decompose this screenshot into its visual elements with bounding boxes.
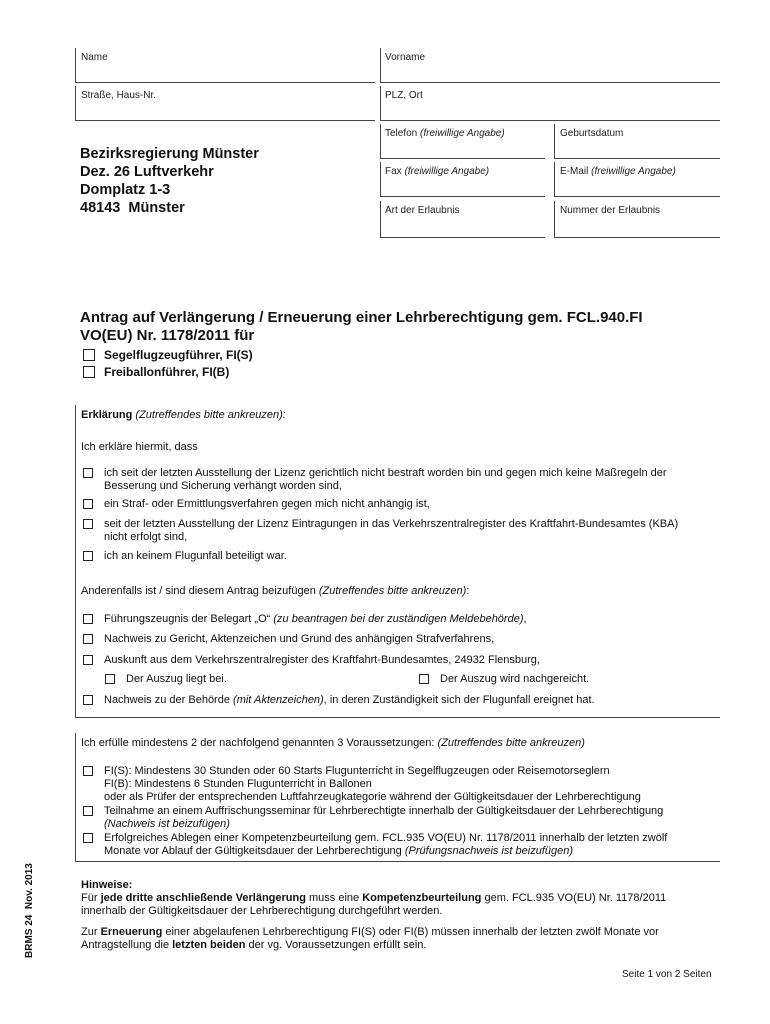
voraussetzung-1: FI(S): Mindestens 30 Stunden oder 60 Starts Flugunterricht in Segelflugzeugen oder Reisemotorseglern FI(B): Mindestens 6 Stunden Flugunterricht in Ballonen oder als Prüfer der entsprechenden Luftfahrzeugkategorie während der Gültigkeitsdauer der Lehrberechtigung (104, 765, 641, 803)
auszug-liegt-bei-label: Der Auszug liegt bei. (126, 673, 227, 685)
authority-address (80, 145, 259, 217)
name-field[interactable] (75, 48, 375, 82)
erklaerung-item-4-checkbox[interactable] (83, 551, 93, 561)
name-label: Name (81, 52, 108, 63)
erklaerung-item-3-checkbox[interactable] (83, 519, 93, 529)
nachweis-behoerde-label: Nachweis zu der Behörde (mit Aktenzeichen), in deren Zuständigkeit sich der Flugunfall ereignet hat. (104, 694, 595, 706)
form-title (80, 309, 720, 345)
authority-line-3: Domplatz 1-3 (80, 182, 171, 198)
strasse-label: Straße, Haus-Nr. (81, 90, 157, 101)
art-der-erlaubnis-label: Art der Erlaubnis (385, 205, 460, 216)
nummer-der-erlaubnis-label: Nummer der Erlaubnis (560, 205, 661, 216)
fuehrungszeugnis-checkbox[interactable] (83, 614, 93, 624)
fax-label: Fax (freiwillige Angabe) (385, 166, 490, 177)
voraussetzung-1-checkbox[interactable] (83, 766, 93, 776)
hinweise-heading: Hinweise: (81, 879, 133, 891)
erklaerung-item-1: ich seit der letzten Ausstellung der Lizenz gerichtlich nicht bestraft worden bin und gegen mich keine Maßregeln der Besserung und Sicherung verhängt worden sind, (104, 467, 667, 492)
email-label: E-Mail (freiwillige Angabe) (560, 166, 676, 177)
auskunft-vzr-checkbox[interactable] (83, 655, 93, 665)
auszug-nachgereicht-label: Der Auszug wird nachgereicht. (440, 673, 590, 685)
anderenfalls-intro: Anderenfalls ist / sind diesem Antrag beizufügen (Zutreffendes bitte ankreuzen): (81, 585, 470, 597)
erklaerung-item-3: seit der letzten Ausstellung der Lizenz Eintragungen in das Verkehrszentralregister des Kraftfahrt-Bundesamtes (KBA) nicht erfolgt sind, (104, 518, 679, 543)
auszug-liegt-bei-checkbox[interactable] (105, 674, 115, 684)
voraussetzung-2: Teilnahme an einem Auffrischungsseminar für Lehrberechtigte innerhalb der Gültigkeitsdauer der Lehrberechtigung (Nachweis ist beizufügen) (104, 805, 664, 830)
authority-line-1: Bezirksregierung Münster (80, 146, 259, 162)
hinweise-paragraph-1: Für jede dritte anschließende Verlängerung muss eine Kompetenzbeurteilung gem. FCL.935 VO(EU) Nr. 1178/2011 (81, 892, 667, 904)
authority-line-2: Dez. 26 Luftverkehr (80, 164, 214, 180)
nachweis-gericht-checkbox[interactable] (83, 634, 93, 644)
plz-label: PLZ, Ort (385, 90, 423, 101)
erklaerung-item-4: ich an keinem Flugunfall beteiligt war. (104, 550, 287, 562)
voraussetzungen-intro: Ich erfülle mindestens 2 der nachfolgend genannten 3 Voraussetzungen: (Zutreffendes bitte ankreuzen) (81, 737, 585, 749)
erklaerung-item-1-checkbox[interactable] (83, 468, 93, 478)
erklaerung-item-2: ein Straf- oder Ermittlungsverfahren gegen mich nicht anhängig ist, (104, 498, 430, 510)
authority-line-4: 48143 Münster (80, 200, 185, 216)
option-fi-s-checkbox[interactable] (83, 349, 95, 361)
telefon-label: Telefon (freiwillige Angabe) (385, 128, 505, 139)
page-number: Seite 1 von 2 Seiten (622, 969, 712, 980)
geburtsdatum-label: Geburtsdatum (560, 128, 624, 139)
option-fi-b-checkbox[interactable] (83, 366, 95, 378)
erklaerung-heading: Erklärung (Zutreffendes bitte ankreuzen): (81, 409, 286, 421)
option-fi-s-label: Segelflugzeugführer, FI(S) (104, 348, 253, 362)
hinweise-block: Hinweise: Für jede dritte anschließende Verlängerung muss eine Kompetenzbeurteilung gem. FCL.935 VO(EU) Nr. 1178/2011 innerhalb der Gültigkeitsdauer der Lehrberechtigung durchgeführt werden. Zur Erneuerung einer abgelaufenen Lehrberechtigung FI(S) oder FI(B) müssen innerhalb der letzten zwölf Monate vor Antragstellung die letzten beiden der vg. Voraussetzungen erfüllt sein. (81, 879, 721, 952)
auszug-nachgereicht-checkbox[interactable] (419, 674, 429, 684)
plz-field[interactable] (380, 86, 720, 120)
vorname-field[interactable] (380, 48, 720, 82)
fuehrungszeugnis-label: Führungszeugnis der Belegart „O“ (zu beantragen bei der zuständigen Meldebehörde), (104, 613, 527, 625)
auskunft-vzr-label: Auskunft aus dem Verkehrszentralregister des Kraftfahrt-Bundesamtes, 24932 Flensburg, (104, 654, 540, 666)
form-title-line-1: Antrag auf Verlängerung / Erneuerung einer Lehrberechtigung gem. FCL.940.FI (80, 309, 643, 326)
voraussetzung-3: Erfolgreiches Ablegen einer Kompetenzbeurteilung gem. FCL.935 VO(EU) Nr. 1178/2011 innerhalb der letzten zwölf Monate vor Ablauf der Gültigkeitsdauer der Lehrberechtigung (Prüfungsnachweis ist beizufügen) (104, 832, 668, 857)
nachweis-behoerde-checkbox[interactable] (83, 695, 93, 705)
hinweise-paragraph-2: Zur Erneuerung einer abgelaufenen Lehrberechtigung FI(S) oder FI(B) müssen innerhalb der letzten zwölf Monate vor (81, 926, 659, 938)
option-fi-b-label: Freiballonführer, FI(B) (104, 365, 230, 379)
erklaerung-item-2-checkbox[interactable] (83, 499, 93, 509)
form-title-line-2: VO(EU) Nr. 1178/2011 für (80, 327, 255, 344)
nachweis-gericht-label: Nachweis zu Gericht, Aktenzeichen und Grund des anhängigen Strafverfahrens, (104, 633, 495, 645)
voraussetzung-2-checkbox[interactable] (83, 806, 93, 816)
form-code: BRMS 24 Nov. 2013 (24, 863, 35, 958)
erklaerung-intro: Ich erkläre hiermit, dass (81, 441, 198, 453)
voraussetzung-3-checkbox[interactable] (83, 833, 93, 843)
vorname-label: Vorname (385, 52, 426, 63)
